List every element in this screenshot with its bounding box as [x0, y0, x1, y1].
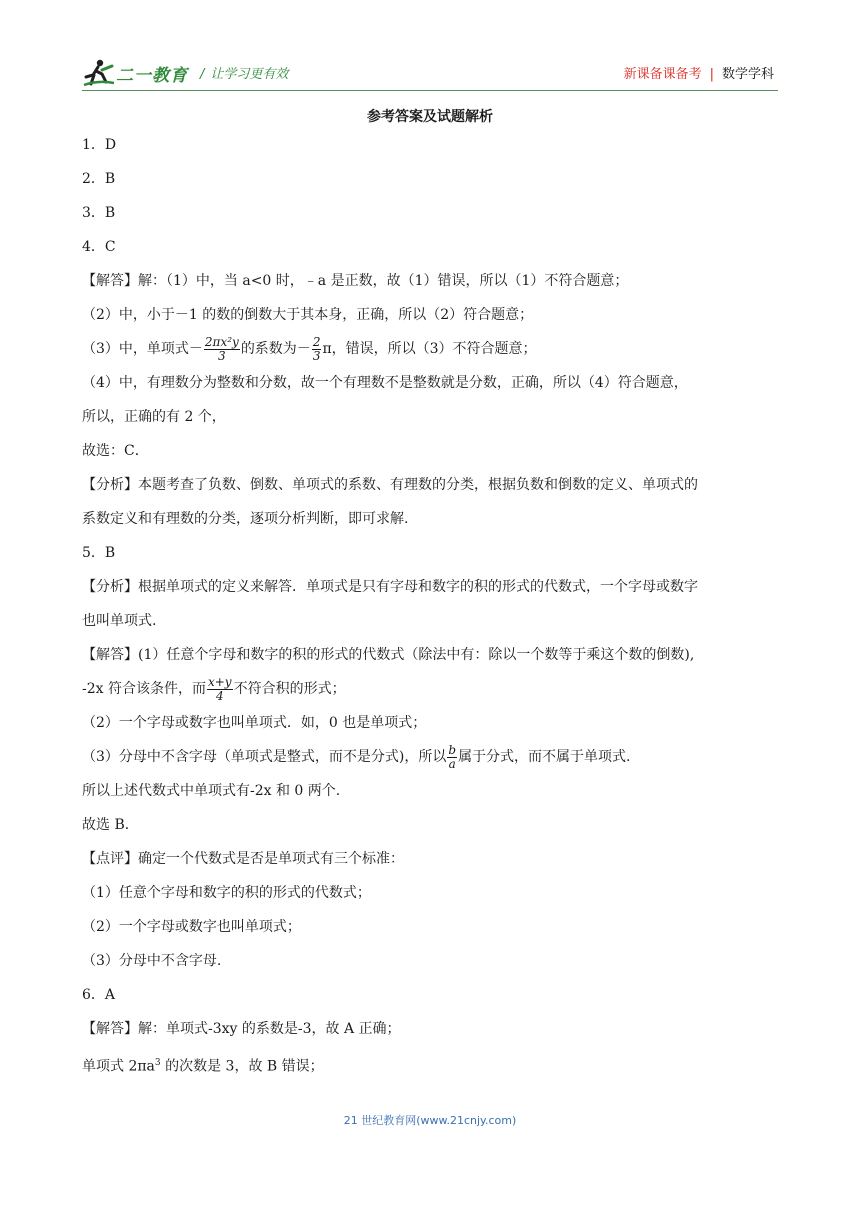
q5-line-2: 也叫单项式.	[82, 613, 157, 629]
slogan-text: 让学习更有效	[210, 67, 289, 82]
header-separator: |	[709, 67, 714, 82]
header-subject	[624, 63, 774, 82]
fraction-numerator: b	[448, 742, 457, 757]
fraction-denominator: 4	[215, 688, 224, 703]
slash-divider: /	[200, 67, 205, 82]
page-header	[82, 58, 778, 88]
q4-l3-text-a: （3）中，单项式－	[82, 341, 203, 357]
fraction-numerator: x+y	[207, 674, 232, 689]
q4-l3-text-c: π，错误，所以（3）不符合题意；	[322, 341, 537, 357]
q6-line-1: 【解答】解：单项式-3xy 的系数是-3，故 A 正确；	[82, 1021, 401, 1037]
q4-line-2: （2）中，小于－1 的数的倒数大于其本身，正确，所以（2）符合题意；	[82, 307, 534, 323]
q5-line-6	[82, 740, 780, 774]
header-course-label: 新课备课备考	[623, 67, 702, 82]
ba-fraction	[447, 744, 457, 771]
fraction-denominator: 3	[218, 348, 226, 363]
fraction-numerator: 2πx²y	[204, 334, 239, 349]
header-divider	[82, 90, 778, 91]
q5-line-12: （3）分母中不含字母.	[82, 953, 222, 969]
q4-line-3	[82, 332, 780, 366]
q4-l3-text-b: 的系数为－	[240, 341, 311, 357]
page-footer: 21 世纪教育网(www.21cnjy.com)	[343, 1114, 517, 1127]
q4-line-5: 所以，正确的有 2 个，	[82, 409, 226, 425]
fraction-numerator: 2	[312, 334, 321, 349]
monomial-fraction	[204, 336, 240, 363]
sum-fraction	[207, 676, 233, 703]
q6-line-2	[82, 1046, 780, 1084]
exponent: 3	[154, 1058, 161, 1068]
q4-line-6: 故选：C．	[82, 443, 149, 459]
answer-content	[82, 128, 780, 1084]
answer-4: 4．C	[82, 239, 116, 255]
q5-line-11: （2）一个字母或数字也叫单项式；	[82, 919, 301, 935]
slogan	[200, 63, 288, 82]
q5-line-9: 【点评】确定一个代数式是否是单项式有三个标准：	[82, 851, 404, 867]
q5-line-8: 故选 B．	[82, 817, 139, 833]
logo	[82, 58, 192, 88]
q5-line-4	[82, 672, 780, 706]
q5-line-10: （1）任意个字母和数字的积的形式的代数式；	[82, 885, 371, 901]
answer-1: 1．D	[82, 137, 117, 153]
fraction-denominator: a	[448, 756, 456, 771]
q4-line-8: 系数定义和有理数的分类，逐项分析判断，即可求解.	[82, 511, 409, 527]
q5-l6-text-b: 属于分式，而不属于单项式.	[458, 749, 631, 765]
header-subject-label: 数学学科	[721, 67, 774, 82]
answer-5: 5．B	[82, 545, 116, 561]
q4-line-7: 【分析】本题考查了负数、倒数、单项式的系数、有理数的分类，根据负数和倒数的定义、单项式的	[82, 477, 698, 493]
q6-l2-text-b: 的次数是 3，故 B 错误；	[160, 1058, 324, 1075]
answer-3: 3．B	[82, 205, 116, 221]
q4-line-1: 【解答】解：（1）中，当 a<0 时，﹣a 是正数，故（1）错误，所以（1）不符合题意；	[82, 273, 629, 289]
q5-l4-text-b: 不符合积的形式；	[233, 681, 346, 697]
answer-2: 2．B	[82, 171, 116, 187]
q5-line-3: 【解答】(1）任意个字母和数字的积的形式的代数式（除法中有：除以一个数等于乘这个数的倒数),	[82, 647, 695, 663]
q4-line-4: （4）中，有理数分为整数和分数，故一个有理数不是整数就是分数，正确，所以（4）符合题意，	[82, 375, 688, 391]
answer-6: 6．A	[82, 987, 116, 1003]
runner-logo-icon	[82, 58, 116, 88]
q5-line-1: 【分析】根据单项式的定义来解答．单项式是只有字母和数字的积的形式的代数式，一个字母或数字	[82, 579, 698, 595]
fraction-denominator: 3	[312, 348, 321, 363]
page-title: 参考答案及试题解析	[367, 109, 493, 125]
q6-l2-text-a: 单项式 2πa	[82, 1058, 155, 1075]
q5-line-5: （2）一个字母或数字也叫单项式．如，0 也是单项式；	[82, 715, 427, 731]
q5-line-7: 所以上述代数式中单项式有-2x 和 0 两个.	[82, 783, 341, 799]
logo-text: 二一教育	[116, 66, 188, 86]
coefficient-fraction	[312, 336, 322, 363]
q5-l4-text-a: -2x 符合该条件，而	[82, 681, 206, 697]
q5-l6-text-a: （3）分母中不含字母（单项式是整式，而不是分式)，所以	[82, 749, 447, 765]
